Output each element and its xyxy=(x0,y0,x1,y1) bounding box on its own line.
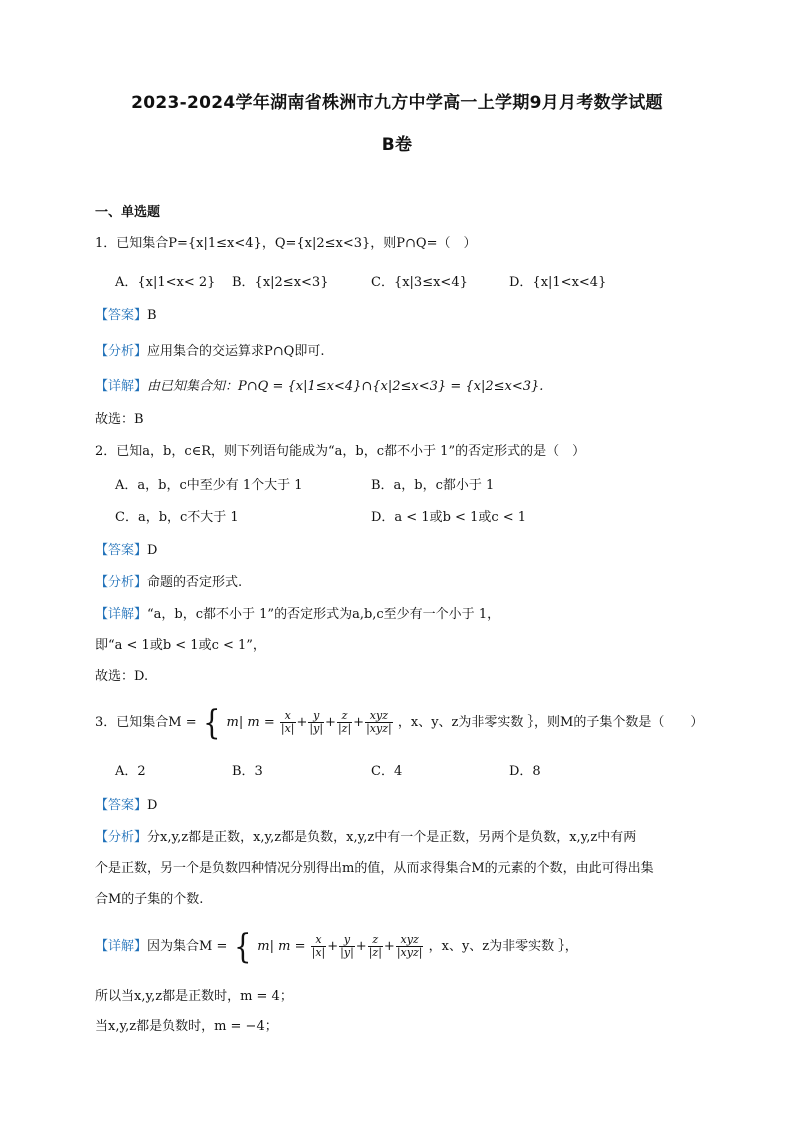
section-heading: 一、单选题 xyxy=(95,205,161,220)
q3-detail-post: ， xyxy=(564,939,578,954)
detail-tag: 【详解】 xyxy=(95,607,148,622)
q2-detail: “a，b，c都不小于 1”的否定形式为a,b,c至少有一个小于 1， xyxy=(147,607,501,622)
left-brace: { xyxy=(233,926,251,967)
fraction-denominator: |y| xyxy=(340,946,354,959)
q1-option-b: B．{x|2≤x<3} xyxy=(232,275,329,290)
q3-stem-post: ，则M的子集个数是（ ） xyxy=(534,715,704,730)
q1-option-c: C．{x|3≤x<4} xyxy=(371,275,468,290)
plus-sign: + xyxy=(355,939,367,954)
analysis-tag: 【分析】 xyxy=(95,830,148,845)
q3-detail-pre: 因为集合M = xyxy=(147,939,228,954)
q1-option-a: A．{x|1<x< 2} xyxy=(115,275,216,290)
answer-tag: 【答案】 xyxy=(95,543,148,558)
q3-analysis-3: 合M的子集的个数. xyxy=(95,892,204,907)
fraction-denominator: |xyz| xyxy=(396,946,423,959)
q3-option-b: B．3 xyxy=(232,764,263,779)
fraction-numerator: y xyxy=(313,709,320,722)
q1-answer-row xyxy=(95,307,157,325)
fraction-denominator: |y| xyxy=(309,722,324,735)
q3-stem xyxy=(95,702,704,743)
fraction-denominator: |xyz| xyxy=(366,722,392,735)
q3-set-condition: ，x、y、z为非零实数 ｝ xyxy=(428,939,565,954)
detail-tag: 【详解】 xyxy=(95,939,148,954)
fraction-numerator: xyz xyxy=(369,709,388,722)
q2-option-c: C．a，b，c不大于 1 xyxy=(115,510,239,525)
q3-stem-pre: 3．已知集合M = xyxy=(95,715,197,730)
q3-option-d: D．8 xyxy=(509,764,541,779)
fraction-numerator: x xyxy=(284,709,291,722)
plus-sign: + xyxy=(325,715,336,730)
q1-detail: 由已知集合知：P∩Q = {x|1≤x<4}∩{x|2≤x<3} = {x|2≤x<3}. xyxy=(147,379,544,394)
q3-detail-row xyxy=(95,926,578,967)
q2-option-a: A．a，b，c中至少有 1个大于 1 xyxy=(115,478,303,493)
q3-set-m: m| m = xyxy=(226,715,275,730)
fraction-xyz xyxy=(396,934,424,959)
fraction-z xyxy=(368,934,383,959)
analysis-tag: 【分析】 xyxy=(95,575,148,590)
q3-option-a: A．2 xyxy=(115,764,146,779)
fraction-numerator: z xyxy=(372,933,379,946)
answer-tag: 【答案】 xyxy=(95,798,148,813)
q3-set-m: m| m = xyxy=(257,939,306,954)
fraction-xyz xyxy=(365,710,393,735)
q1-answer: B xyxy=(147,308,157,323)
fraction-z xyxy=(337,710,352,735)
q2-stem: 2．已知a，b，c∈R，则下列语句能成为“a，b，c都不小于 1”的否定形式的是（ ） xyxy=(95,444,586,459)
answer-tag: 【答案】 xyxy=(95,308,148,323)
q3-analysis-1: 分x,y,z都是正数，x,y,z都是负数，x,y,z中有一个是正数，另两个是负数，x,y,z中有两 xyxy=(147,830,637,845)
q1-detail-row xyxy=(95,378,543,396)
q1-stem: 1．已知集合P={x|1≤x<4}，Q={x|2≤x<3}，则P∩Q=（ ） xyxy=(95,236,477,251)
fraction-y xyxy=(308,710,324,735)
plus-sign: + xyxy=(327,939,339,954)
fraction-x xyxy=(280,710,296,735)
fraction-x xyxy=(311,934,327,959)
q2-choose: 故选：D. xyxy=(95,669,149,684)
q1-analysis: 应用集合的交运算求P∩Q即可. xyxy=(147,344,325,359)
q1-choose: 故选：B xyxy=(95,412,144,427)
q2-option-d: D．a < 1或b < 1或c < 1 xyxy=(371,510,527,525)
q2-detail-row xyxy=(95,606,500,624)
plus-sign: + xyxy=(353,715,365,730)
fraction-numerator: x xyxy=(315,933,322,946)
q3-answer-row xyxy=(95,797,157,815)
fraction-denominator: |z| xyxy=(368,946,382,959)
page-subtitle: B卷 xyxy=(381,135,413,155)
fraction-y xyxy=(339,934,355,959)
fraction-numerator: y xyxy=(343,933,351,946)
q2-option-b: B．a，b，c都小于 1 xyxy=(371,478,495,493)
q2-analysis-row xyxy=(95,574,242,592)
q3-case-2: 当x,y,z都是负数时，m = −4； xyxy=(95,1019,278,1034)
q3-option-c: C．4 xyxy=(371,764,403,779)
fraction-numerator: xyz xyxy=(400,933,419,946)
left-brace: { xyxy=(202,702,221,743)
q3-analysis-2: 个是正数，另一个是负数四种情况分别得出m的值，从而求得集合M的元素的个数，由此可得出集 xyxy=(95,861,654,876)
q2-answer: D xyxy=(147,543,158,558)
q2-detail-2: 即“a < 1或b < 1或c < 1”， xyxy=(95,638,266,653)
q1-analysis-row xyxy=(95,343,324,361)
q3-case-1: 所以当x,y,z都是正数时，m = 4； xyxy=(95,989,293,1004)
q3-analysis-row xyxy=(95,829,636,847)
q2-answer-row xyxy=(95,542,157,560)
page-title: 2023-2024学年湖南省株洲市九方中学高一上学期9月月考数学试题 xyxy=(131,93,663,113)
q3-set-condition: ，x、y、z为非零实数 ｝ xyxy=(397,715,535,730)
q3-answer: D xyxy=(147,798,158,813)
fraction-numerator: z xyxy=(341,709,348,722)
detail-tag: 【详解】 xyxy=(95,379,148,394)
fraction-denominator: |x| xyxy=(280,722,295,735)
q2-analysis: 命题的否定形式. xyxy=(147,575,243,590)
analysis-tag: 【分析】 xyxy=(95,344,148,359)
fraction-denominator: |x| xyxy=(311,946,326,959)
fraction-denominator: |z| xyxy=(337,722,352,735)
q1-option-d: D．{x|1<x<4} xyxy=(509,275,607,290)
plus-sign: + xyxy=(296,715,308,730)
plus-sign: + xyxy=(383,939,395,954)
